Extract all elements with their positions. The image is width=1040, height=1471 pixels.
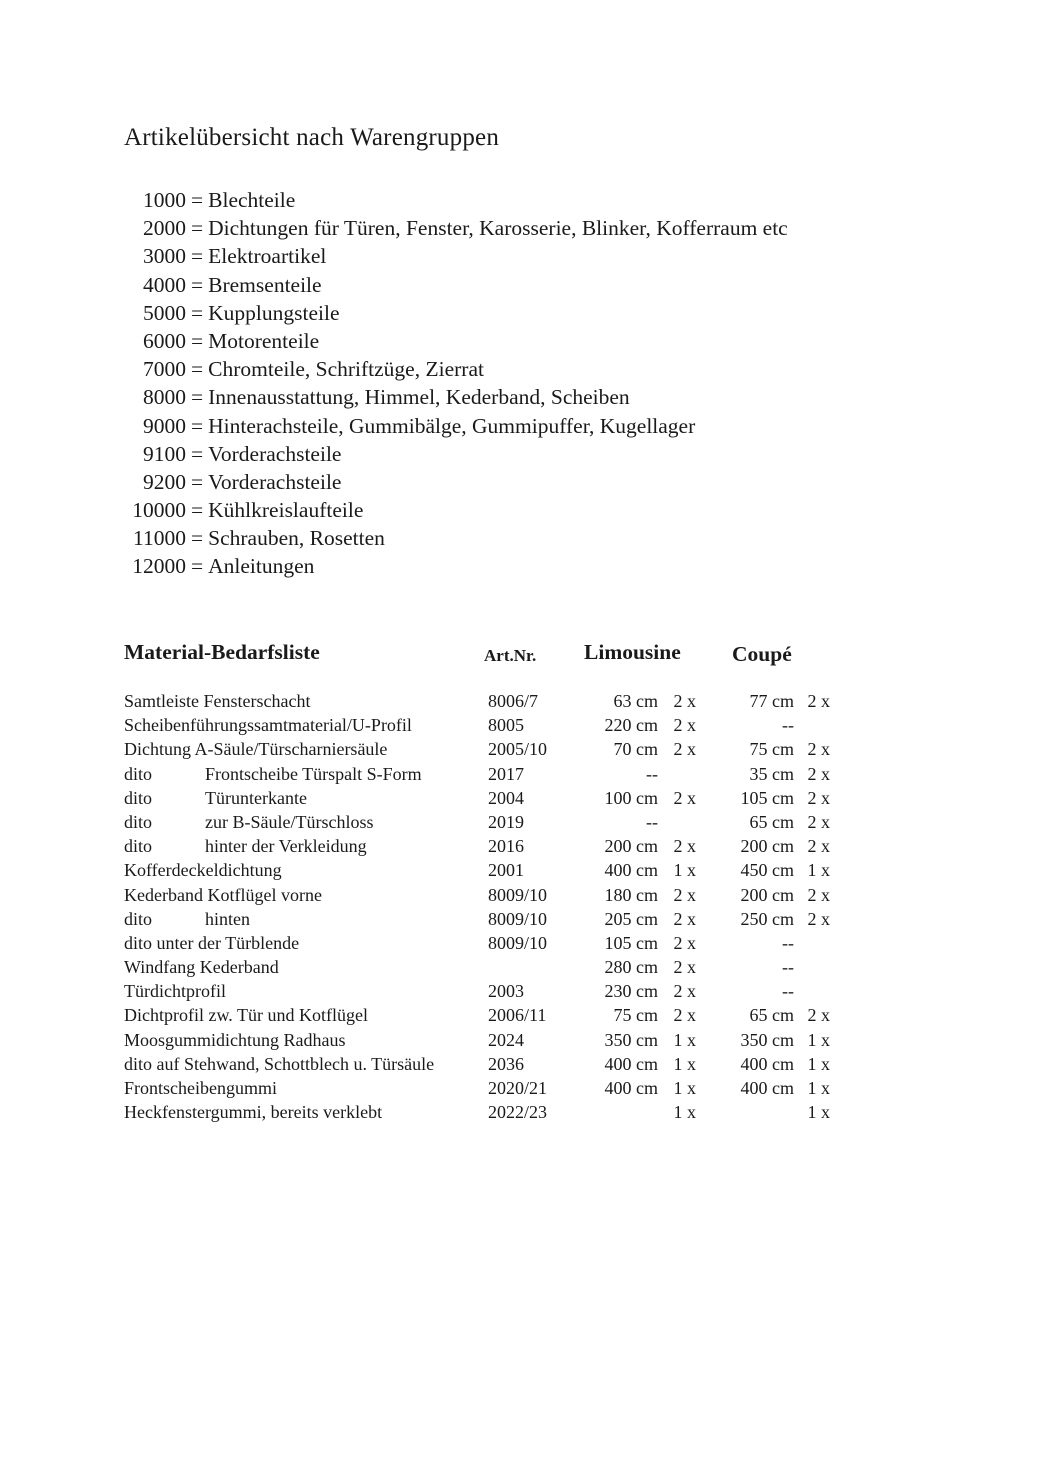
item-name: Samtleiste Fensterschacht	[124, 691, 311, 711]
warengruppe-item	[124, 496, 944, 524]
limousine-quantity: 2 x	[673, 691, 696, 711]
warengruppen-list	[124, 186, 944, 581]
item-artnr: 2001	[488, 860, 524, 881]
item-name: Windfang Kederband	[124, 957, 279, 978]
coupe-length: 65 cm	[749, 811, 794, 832]
equals-sign: =	[191, 554, 204, 579]
item-artnr: 2003	[488, 981, 524, 1002]
warengruppe-label: Hinterachsteile, Gummibälge, Gummipuffer, Kugellager	[208, 413, 696, 438]
warengruppe-item	[124, 186, 944, 214]
warengruppe-item	[124, 299, 944, 327]
table-row	[0, 955, 1040, 979]
warengruppe-label: Bremsenteile	[208, 272, 322, 297]
item-name: Scheibenführungssamtmaterial/U-Profil	[124, 715, 412, 736]
item-name: Heckfenstergummi, bereits verklebt	[124, 1102, 383, 1123]
coupe-quantity: 1 x	[807, 860, 830, 881]
item-artnr: 8005	[488, 715, 524, 736]
limousine-quantity: 2 x	[673, 884, 696, 905]
coupe-length: 450 cm	[740, 860, 794, 881]
warengruppe-item	[124, 271, 944, 299]
table-row	[0, 1076, 1040, 1100]
limousine-quantity: 2 x	[673, 836, 696, 857]
warengruppe-item	[124, 355, 944, 383]
coupe-length: 35 cm	[749, 763, 794, 784]
table-row	[0, 858, 1040, 882]
item-artnr: 2019	[488, 811, 524, 832]
coupe-quantity: 2 x	[807, 787, 830, 808]
column-header-coupe: Coupé	[732, 642, 792, 666]
equals-sign: =	[191, 441, 204, 466]
limousine-quantity: 2 x	[673, 787, 696, 808]
coupe-quantity: 1 x	[807, 1078, 830, 1098]
bedarfsliste-title: Material-Bedarfsliste	[124, 640, 320, 664]
equals-sign: =	[191, 216, 204, 241]
coupe-quantity: 2 x	[807, 1005, 830, 1026]
coupe-length: 400 cm	[740, 1053, 794, 1074]
page-title: Artikelübersicht nach Warengruppen	[124, 124, 500, 151]
warengruppe-label: Motorenteile	[208, 328, 320, 353]
warengruppe-label: Anleitungen	[208, 554, 315, 579]
limousine-length: 400 cm	[604, 1053, 658, 1074]
table-row	[0, 834, 1040, 858]
item-artnr: 2022/23	[488, 1102, 548, 1123]
warengruppe-item	[124, 468, 944, 496]
limousine-quantity: 2 x	[673, 981, 696, 1002]
coupe-length: --	[782, 715, 794, 736]
item-subname: Türunterkante	[205, 787, 307, 808]
item-artnr: 2036	[488, 1053, 524, 1074]
coupe-length: 200 cm	[740, 836, 794, 857]
limousine-length: 280 cm	[604, 957, 658, 978]
coupe-length: --	[782, 932, 794, 953]
item-artnr: 2005/10	[488, 739, 548, 760]
equals-sign: =	[191, 272, 204, 297]
warengruppe-item	[124, 242, 944, 270]
limousine-length: 350 cm	[604, 1029, 658, 1050]
limousine-quantity: 2 x	[673, 908, 696, 929]
warengruppe-label: Elektroartikel	[208, 244, 327, 269]
coupe-length: 105 cm	[740, 787, 794, 808]
item-name: dito	[124, 908, 153, 929]
item-name: Türdichtprofil	[124, 981, 226, 1002]
equals-sign: =	[191, 328, 204, 353]
limousine-quantity: 2 x	[673, 715, 696, 736]
equals-sign: =	[191, 413, 204, 438]
item-artnr: 2024	[488, 1029, 524, 1050]
warengruppe-code: 9200	[143, 469, 186, 494]
warengruppe-code: 12000	[132, 554, 186, 579]
warengruppe-item	[124, 524, 944, 552]
item-subname: zur B-Säule/Türschloss	[205, 811, 374, 832]
item-name: dito auf Stehwand, Schottblech u. Türsäule	[124, 1053, 435, 1074]
limousine-length: 400 cm	[604, 1078, 658, 1098]
warengruppe-label: Vorderachsteile	[208, 441, 342, 466]
item-name: dito unter der Türblende	[124, 932, 300, 953]
table-row	[0, 810, 1040, 834]
limousine-quantity: 2 x	[673, 739, 696, 760]
coupe-quantity: 2 x	[807, 691, 830, 711]
column-header-limousine: Limousine	[584, 640, 681, 664]
item-name: Dichtung A-Säule/Türscharniersäule	[124, 739, 388, 760]
item-artnr: 2006/11	[488, 1005, 547, 1026]
warengruppe-code: 7000	[143, 357, 186, 382]
coupe-quantity: 2 x	[807, 739, 830, 760]
warengruppe-code: 1000	[143, 188, 186, 212]
coupe-quantity: 2 x	[807, 908, 830, 929]
item-artnr: 2020/21	[488, 1078, 548, 1098]
warengruppe-code: 11000	[133, 526, 186, 551]
coupe-length: 400 cm	[740, 1078, 794, 1098]
limousine-length: 230 cm	[604, 981, 658, 1002]
table-row	[0, 786, 1040, 810]
coupe-quantity: 2 x	[807, 763, 830, 784]
item-artnr: 8009/10	[488, 908, 548, 929]
warengruppe-item	[124, 327, 944, 355]
warengruppe-item	[124, 383, 944, 411]
limousine-length: 400 cm	[604, 860, 658, 881]
warengruppe-code: 10000	[132, 498, 186, 523]
equals-sign: =	[191, 469, 204, 494]
equals-sign: =	[191, 498, 204, 523]
table-row	[0, 762, 1040, 786]
limousine-quantity: 2 x	[673, 1005, 696, 1026]
limousine-length: 200 cm	[604, 836, 658, 857]
item-name: dito	[124, 836, 153, 857]
item-name: Kofferdeckeldichtung	[124, 860, 282, 881]
limousine-length: 105 cm	[604, 932, 658, 953]
table-row	[0, 713, 1040, 737]
table-row	[0, 1100, 1040, 1124]
coupe-quantity: 1 x	[807, 1029, 830, 1050]
limousine-quantity: 1 x	[673, 1053, 696, 1074]
table-row	[0, 883, 1040, 907]
limousine-length: 220 cm	[604, 715, 658, 736]
limousine-quantity: 1 x	[673, 1102, 696, 1123]
limousine-quantity: 1 x	[673, 1029, 696, 1050]
warengruppe-label: Kupplungsteile	[208, 300, 340, 325]
warengruppe-code: 8000	[143, 385, 186, 410]
equals-sign: =	[191, 300, 204, 325]
item-artnr: 8009/10	[488, 932, 548, 953]
coupe-length: 200 cm	[740, 884, 794, 905]
item-name: dito	[124, 787, 153, 808]
limousine-length: 205 cm	[604, 908, 658, 929]
limousine-quantity: 1 x	[673, 860, 696, 881]
item-name: dito	[124, 811, 153, 832]
warengruppe-label: Blechteile	[208, 188, 296, 212]
item-name: dito	[124, 763, 153, 784]
bedarfsliste-table	[0, 689, 1040, 1124]
item-name: Frontscheibengummi	[124, 1078, 277, 1098]
coupe-quantity: 1 x	[807, 1053, 830, 1074]
warengruppe-item	[124, 440, 944, 468]
limousine-length: --	[646, 811, 658, 832]
coupe-length: 75 cm	[749, 739, 794, 760]
item-subname: Frontscheibe Türspalt S-Form	[205, 763, 422, 784]
item-subname: hinten	[205, 908, 250, 929]
limousine-quantity: 2 x	[673, 957, 696, 978]
equals-sign: =	[191, 188, 204, 212]
warengruppe-code: 5000	[143, 300, 186, 325]
equals-sign: =	[191, 526, 204, 551]
table-row	[0, 907, 1040, 931]
equals-sign: =	[191, 357, 204, 382]
table-row	[0, 689, 1040, 713]
table-row	[0, 979, 1040, 1003]
warengruppe-label: Schrauben, Rosetten	[208, 526, 385, 551]
coupe-quantity: 2 x	[807, 811, 830, 832]
item-name: Dichtprofil zw. Tür und Kotflügel	[124, 1005, 368, 1026]
equals-sign: =	[191, 385, 204, 410]
limousine-quantity: 2 x	[673, 932, 696, 953]
table-row	[0, 1052, 1040, 1076]
coupe-length: 250 cm	[740, 908, 794, 929]
coupe-length: 65 cm	[749, 1005, 794, 1026]
item-name: Moosgummidichtung Radhaus	[124, 1029, 346, 1050]
warengruppe-label: Vorderachsteile	[208, 469, 342, 494]
limousine-length: --	[646, 763, 658, 784]
warengruppe-code: 2000	[143, 216, 186, 241]
coupe-quantity: 2 x	[807, 836, 830, 857]
table-row	[0, 931, 1040, 955]
warengruppe-code: 9100	[143, 441, 186, 466]
warengruppe-label: Kühlkreislaufteile	[208, 498, 364, 523]
table-row	[0, 737, 1040, 761]
bedarfsliste-header	[0, 638, 1040, 672]
warengruppe-label: Innenausstattung, Himmel, Kederband, Scheiben	[208, 385, 630, 410]
limousine-length: 70 cm	[613, 739, 658, 760]
coupe-quantity: 1 x	[807, 1102, 830, 1123]
item-artnr: 2016	[488, 836, 524, 857]
coupe-length: --	[782, 957, 794, 978]
warengruppe-code: 9000	[143, 413, 186, 438]
item-subname: hinter der Verkleidung	[205, 836, 367, 857]
warengruppe-item	[124, 412, 944, 440]
warengruppe-code: 3000	[143, 244, 186, 269]
limousine-length: 100 cm	[604, 787, 658, 808]
item-artnr: 8006/7	[488, 691, 539, 711]
column-header-artnr: Art.Nr.	[484, 646, 537, 665]
warengruppe-label: Chromteile, Schriftzüge, Zierrat	[208, 357, 484, 382]
warengruppe-item	[124, 552, 944, 580]
table-row	[0, 1028, 1040, 1052]
limousine-length: 75 cm	[613, 1005, 658, 1026]
warengruppe-item	[124, 214, 944, 242]
table-row	[0, 1003, 1040, 1027]
limousine-quantity: 1 x	[673, 1078, 696, 1098]
item-name: Kederband Kotflügel vorne	[124, 884, 322, 905]
coupe-quantity: 2 x	[807, 884, 830, 905]
limousine-length: 180 cm	[604, 884, 658, 905]
limousine-length: 63 cm	[613, 691, 658, 711]
warengruppe-code: 4000	[143, 272, 186, 297]
coupe-length: 350 cm	[740, 1029, 794, 1050]
item-artnr: 2004	[488, 787, 524, 808]
warengruppe-code: 6000	[143, 328, 186, 353]
item-artnr: 8009/10	[488, 884, 548, 905]
coupe-length: 77 cm	[749, 691, 794, 711]
item-artnr: 2017	[488, 763, 524, 784]
equals-sign: =	[191, 244, 204, 269]
warengruppe-label: Dichtungen für Türen, Fenster, Karosserie, Blinker, Kofferraum etc	[208, 216, 788, 241]
coupe-length: --	[782, 981, 794, 1002]
